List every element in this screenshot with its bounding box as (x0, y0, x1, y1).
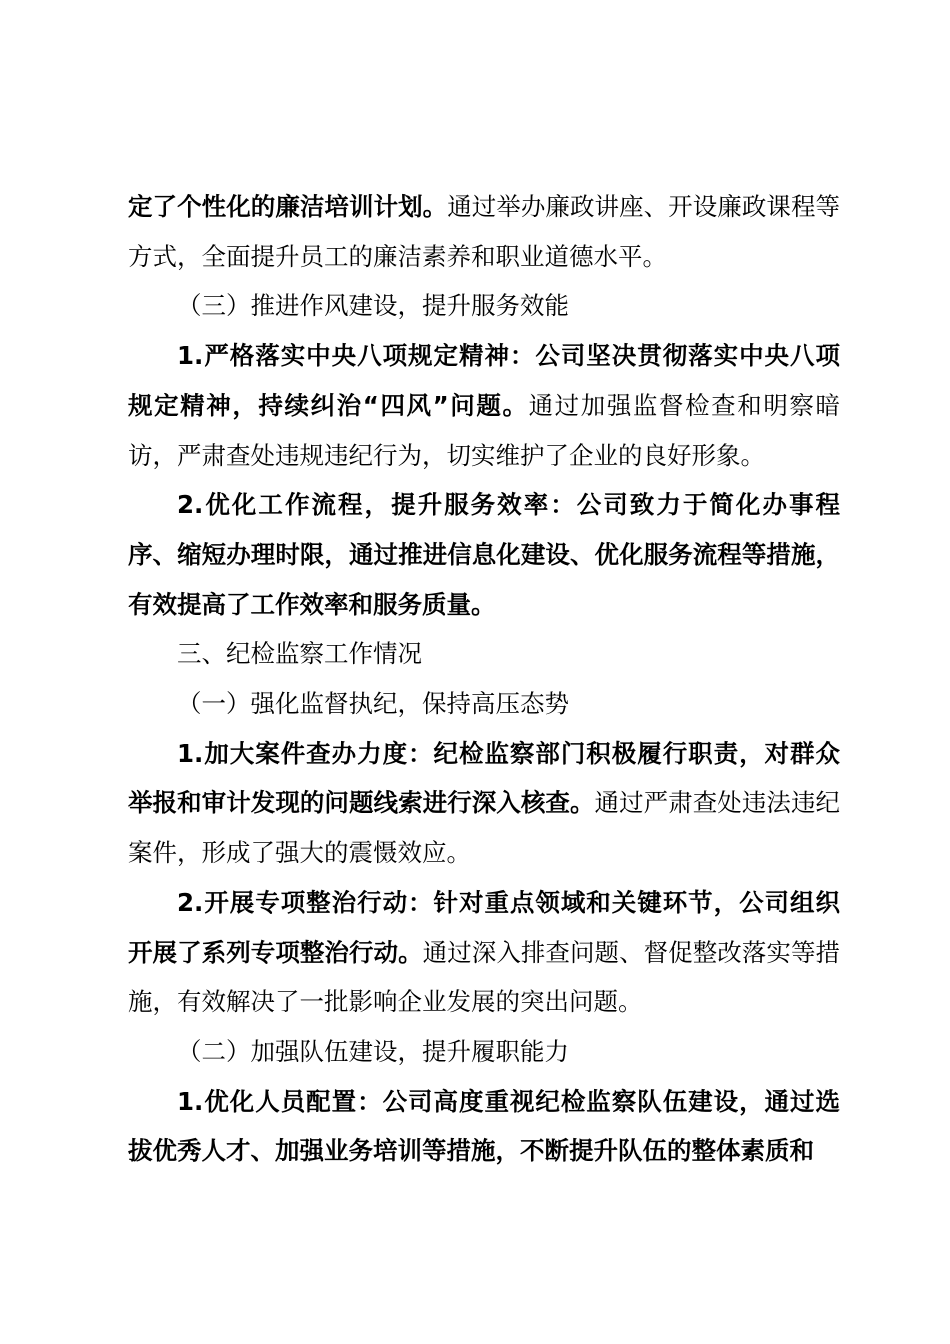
paragraph-text: 通过深入排查问题、督促整改落实等措施，有效解决了一批影响企业发展的突出问题。 (128, 937, 841, 1017)
paragraph-eight-rules (128, 331, 840, 480)
paragraph-bold-text: 1.严格落实中央八项规定精神：公司坚决贯彻落实中央八项规定精神，持续纠治“四风”问题。 (128, 341, 840, 420)
heading-section-3-1 (128, 679, 840, 729)
paragraph-text: 通过严肃查处违法违纪案件，形成了强大的震慑效应。 (128, 788, 840, 868)
paragraph-bold-text: 1.加大案件查办力度：纪检监察部门积极履行职责，对群众举报和审计发现的问题线索进行深入核查。 (128, 738, 840, 818)
paragraph-staffing (128, 1077, 840, 1176)
heading-text: （三）推进作风建设，提升服务效能 (177, 291, 569, 321)
paragraph-special-rectification (128, 878, 840, 1027)
paragraph-training-plan (128, 182, 840, 281)
paragraph-text: 通过加强监督检查和明察暗访，严肃查处违规违纪行为，切实维护了企业的良好形象。 (128, 390, 841, 470)
heading-section-3-2 (128, 1027, 840, 1077)
heading-text: 三、纪检监察工作情况 (177, 639, 422, 669)
heading-section-3 (128, 629, 840, 679)
paragraph-case-handling (128, 729, 840, 878)
paragraph-bold-text: 定了个性化的廉洁培训计划。 (128, 192, 448, 221)
paragraph-bold-text: 1.优化人员配置：公司高度重视纪检监察队伍建设，通过选拔优秀人才、加强业务培训等措施，不断提升队伍的整体素质和 (128, 1086, 840, 1166)
heading-text: （一）强化监督执纪，保持高压态势 (177, 689, 569, 719)
paragraph-bold-text: 2.优化工作流程，提升服务效率：公司致力于简化办事程序、缩短办理时限，通过推进信息化建设、优化服务流程等措施，有效提高了工作效率和服务质量。 (128, 490, 840, 619)
paragraph-bold-text: 2.开展专项整治行动：针对重点领域和关键环节，公司组织开展了系列专项整治行动。 (128, 887, 840, 967)
heading-section-3-3 (128, 281, 840, 331)
paragraph-text: 通过举办廉政讲座、开设廉政课程等方式，全面提升员工的廉洁素养和职业道德水平。 (128, 192, 841, 271)
paragraph-workflow (128, 480, 840, 629)
document-page (128, 182, 840, 1176)
heading-text: （二）加强队伍建设，提升履职能力 (177, 1036, 569, 1066)
